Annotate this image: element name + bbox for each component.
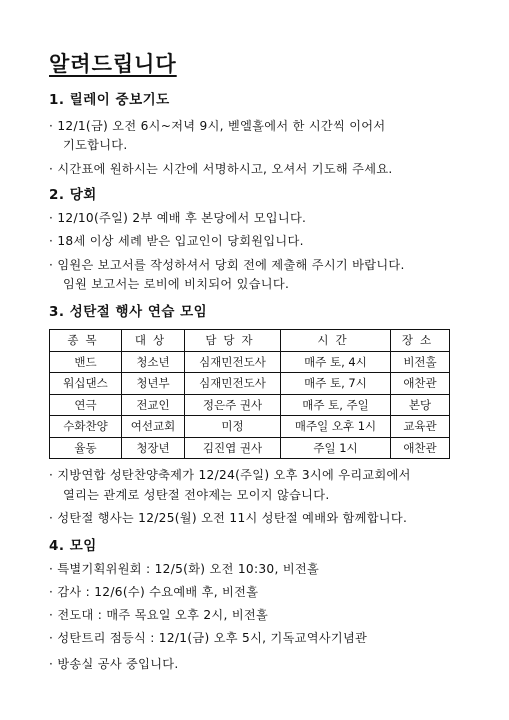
table-cell: 미정	[185, 416, 281, 438]
section-heading-meetings: 4. 모임	[49, 538, 97, 554]
table-row	[50, 437, 450, 459]
christmas-line-1-cont: 열리는 관계로 성탄절 전야제는 모이지 않습니다.	[63, 488, 330, 502]
table-cell: 애찬관	[391, 437, 450, 459]
meeting-line-3: · 전도대 : 매주 목요일 오후 2시, 비전홀	[49, 608, 269, 622]
session-meeting-line-3: · 임원은 보고서를 작성하셔서 당회 전에 제출해 주시기 바랍니다.	[49, 258, 405, 272]
table-cell: 비전홀	[391, 351, 450, 373]
section-heading-christmas-practice: 3. 성탄절 행사 연습 모임	[49, 304, 208, 320]
table-cell: 매주 토, 7시	[281, 373, 391, 395]
table-cell: 청장년	[122, 437, 185, 459]
table-cell: 심재민전도사	[185, 373, 281, 395]
table-cell: 본당	[391, 394, 450, 416]
christmas-line-2: · 성탄절 행사는 12/25(월) 오전 11시 성탄절 예배와 함께합니다.	[49, 511, 408, 525]
table-cell: 심재민전도사	[185, 351, 281, 373]
relay-prayer-line-2: · 시간표에 원하시는 시간에 서명하시고, 오셔서 기도해 주세요.	[49, 162, 393, 176]
relay-prayer-line-1-cont: 기도합니다.	[63, 138, 128, 152]
table-cell: 율동	[50, 437, 122, 459]
table-cell: 청년부	[122, 373, 185, 395]
relay-prayer-line-1: · 12/1(금) 오전 6시~저녁 9시, 벧엘홀에서 한 시간씩 이어서	[49, 119, 386, 133]
meeting-line-1: · 특별기획위원회 : 12/5(화) 오전 10:30, 비전홀	[49, 562, 320, 576]
table-cell: 전교인	[122, 394, 185, 416]
table-cell: 연극	[50, 394, 122, 416]
column-header-manager: 담당자	[185, 330, 281, 352]
table-row	[50, 373, 450, 395]
meeting-line-4: · 성탄트리 점등식 : 12/1(금) 오후 5시, 기독교역사기념관	[49, 631, 368, 645]
practice-schedule-table	[49, 329, 450, 459]
column-header-target: 대상	[122, 330, 185, 352]
table-cell: 워십댄스	[50, 373, 122, 395]
section-heading-session-meeting: 2. 당회	[49, 187, 97, 203]
table-cell: 밴드	[50, 351, 122, 373]
table-cell: 주일 1시	[281, 437, 391, 459]
table-cell: 김진엽 권사	[185, 437, 281, 459]
table-cell: 매주 토, 주일	[281, 394, 391, 416]
section-heading-relay-prayer: 1. 릴레이 중보기도	[49, 92, 170, 108]
column-header-item: 종목	[50, 330, 122, 352]
session-meeting-line-3-cont: 임원 보고서는 로비에 비치되어 있습니다.	[63, 277, 290, 291]
meeting-line-2: · 감사 : 12/6(수) 수요예배 후, 비전홀	[49, 585, 259, 599]
table-row	[50, 394, 450, 416]
table-row	[50, 351, 450, 373]
page-title: 알려드립니다	[49, 52, 177, 76]
table-cell: 매주 토, 4시	[281, 351, 391, 373]
table-cell: 애찬관	[391, 373, 450, 395]
column-header-place: 장소	[391, 330, 450, 352]
meeting-line-5: · 방송실 공사 중입니다.	[49, 657, 179, 671]
christmas-line-1: · 지방연합 성탄찬양축제가 12/24(주일) 오후 3시에 우리교회에서	[49, 468, 411, 482]
table-cell: 청소년	[122, 351, 185, 373]
table-cell: 교육관	[391, 416, 450, 438]
table-cell: 수화찬양	[50, 416, 122, 438]
table-cell: 정은주 권사	[185, 394, 281, 416]
table-cell: 여선교회	[122, 416, 185, 438]
session-meeting-line-2: · 18세 이상 세례 받은 입교인이 당회원입니다.	[49, 234, 304, 248]
table-cell: 매주일 오후 1시	[281, 416, 391, 438]
session-meeting-line-1: · 12/10(주일) 2부 예배 후 본당에서 모입니다.	[49, 211, 307, 225]
table-row	[50, 416, 450, 438]
table-header-row	[50, 330, 450, 352]
column-header-time: 시간	[281, 330, 391, 352]
